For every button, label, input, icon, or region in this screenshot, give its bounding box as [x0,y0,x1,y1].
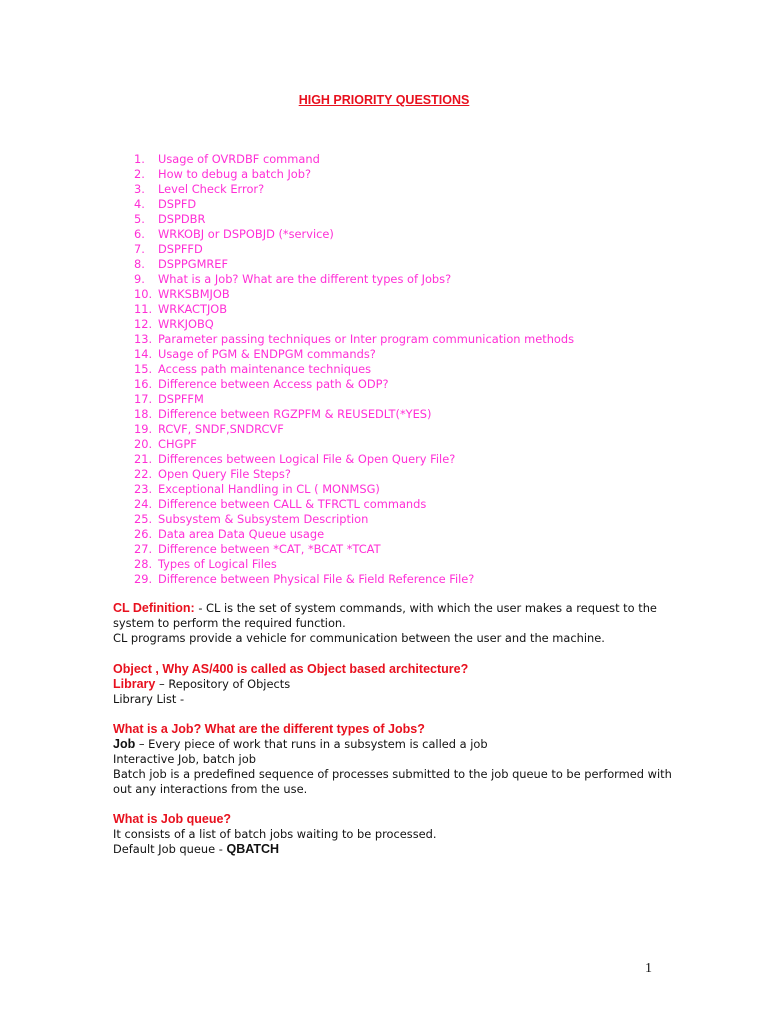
question-text: WRKOBJ or DSPOBJD (*service) [158,227,334,241]
question-text: DSPFD [158,197,197,211]
question-item [134,512,574,527]
question-item [134,437,574,452]
question-number: 26. [134,527,153,541]
question-number: 21. [134,452,153,466]
question-item [134,347,574,362]
default-job-queue-value: QBATCH [226,842,280,856]
question-text: WRKSBMJOB [158,287,230,301]
question-number: 23. [134,482,153,496]
question-number: 28. [134,557,153,571]
question-item [134,452,574,467]
question-text: RCVF, SNDF,SNDRCVF [158,422,284,436]
question-item [134,392,574,407]
question-text: What is a Job? What are the different types of Jobs? [158,272,452,286]
object-heading: Object , Why AS/400 is called as Object based architecture? [113,662,469,676]
question-number: 1. [134,152,145,166]
question-number: 14. [134,347,153,361]
question-number: 3. [134,182,145,196]
question-item [134,152,574,167]
question-text: Difference between Access path & ODP? [158,377,389,391]
job-queue-text: It consists of a list of batch jobs waiting to be processed. [113,827,437,841]
question-number: 13. [134,332,153,346]
job-heading: What is a Job? What are the different types of Jobs? [113,722,425,736]
default-job-queue-label: Default Job queue - [113,842,227,856]
question-number: 18. [134,407,153,421]
question-item [134,302,574,317]
question-text: Usage of PGM & ENDPGM commands? [158,347,376,361]
question-number: 29. [134,572,153,586]
question-text: DSPFFM [158,392,204,406]
question-text: Open Query File Steps? [158,467,291,481]
cl-definition-section [113,601,673,646]
question-text: Usage of OVRDBF command [158,152,320,166]
question-text: Difference between RGZPFM & REUSEDLT(*YES) [158,407,432,421]
question-item [134,527,574,542]
cl-programs-text: CL programs provide a vehicle for communication between the user and the machine. [113,631,605,645]
question-text: Level Check Error? [158,182,265,196]
question-number: 22. [134,467,153,481]
question-text: Exceptional Handling in CL ( MONMSG) [158,482,380,496]
question-text: Difference between CALL & TFRCTL commands [158,497,427,511]
question-number: 25. [134,512,153,526]
job-section [113,722,673,797]
job-queue-section [113,812,673,857]
question-number: 24. [134,497,153,511]
cl-definition-heading: CL Definition: [113,601,195,615]
question-number: 27. [134,542,153,556]
question-item [134,467,574,482]
question-text: DSPFFD [158,242,203,256]
question-number: 5. [134,212,145,226]
question-text: Parameter passing techniques or Inter program communication methods [158,332,575,346]
question-item [134,422,574,437]
question-item [134,557,574,572]
question-number: 12. [134,317,153,331]
question-item [134,482,574,497]
question-item [134,287,574,302]
question-item [134,272,574,287]
question-item [134,407,574,422]
question-item [134,542,574,557]
question-item [134,227,574,242]
question-item [134,362,574,377]
question-item [134,257,574,272]
question-number: 20. [134,437,153,451]
library-line [113,677,673,692]
library-text: – Repository of Objects [155,677,291,691]
job-text: – Every piece of work that runs in a subsystem is called a job [135,737,488,751]
job-line [113,737,673,752]
question-number: 8. [134,257,145,271]
question-text: CHGPF [158,437,197,451]
question-number: 17. [134,392,153,406]
batch-job-text: Batch job is a predefined sequence of processes submitted to the job queue to be performed with out any interactions from the use. [113,767,672,796]
question-text: How to debug a batch Job? [158,167,312,181]
question-number: 19. [134,422,153,436]
cl-definition-paragraph [113,601,673,631]
question-item [134,317,574,332]
question-item [134,332,574,347]
question-item [134,167,574,182]
question-number: 7. [134,242,145,256]
object-section [113,662,673,707]
question-list [134,152,574,587]
page-title: HIGH PRIORITY QUESTIONS [298,93,470,107]
question-text: Difference between Physical File & Field Reference File? [158,572,475,586]
question-text: Subsystem & Subsystem Description [158,512,369,526]
question-text: DSPPGMREF [158,257,229,271]
question-number: 10. [134,287,153,301]
library-label: Library [113,677,156,691]
question-number: 15. [134,362,153,376]
question-text: Difference between *CAT, *BCAT *TCAT [158,542,381,556]
question-text: WRKJOBQ [158,317,214,331]
question-text: Types of Logical Files [158,557,277,571]
library-list-text: Library List - [113,692,185,706]
job-queue-heading: What is Job queue? [113,812,232,826]
question-text: Data area Data Queue usage [158,527,325,541]
question-item [134,497,574,512]
question-text: DSPDBR [158,212,206,226]
question-item [134,572,574,587]
page-number: 1 [645,961,652,976]
question-item [134,212,574,227]
job-label: Job [113,737,136,751]
question-item [134,197,574,212]
default-job-queue-line [113,842,673,857]
question-number: 6. [134,227,145,241]
job-types-text: Interactive Job, batch job [113,752,256,766]
question-number: 11. [134,302,153,316]
question-item [134,377,574,392]
question-item [134,242,574,257]
question-number: 9. [134,272,145,286]
question-number: 4. [134,197,145,211]
question-item [134,182,574,197]
question-number: 16. [134,377,153,391]
question-number: 2. [134,167,145,181]
question-text: Differences between Logical File & Open Query File? [158,452,456,466]
question-text: Access path maintenance techniques [158,362,372,376]
question-text: WRKACTJOB [158,302,228,316]
cl-definition-text: - CL is the set of system commands, with which the user makes a request to the system to perform the required function. [113,601,657,630]
